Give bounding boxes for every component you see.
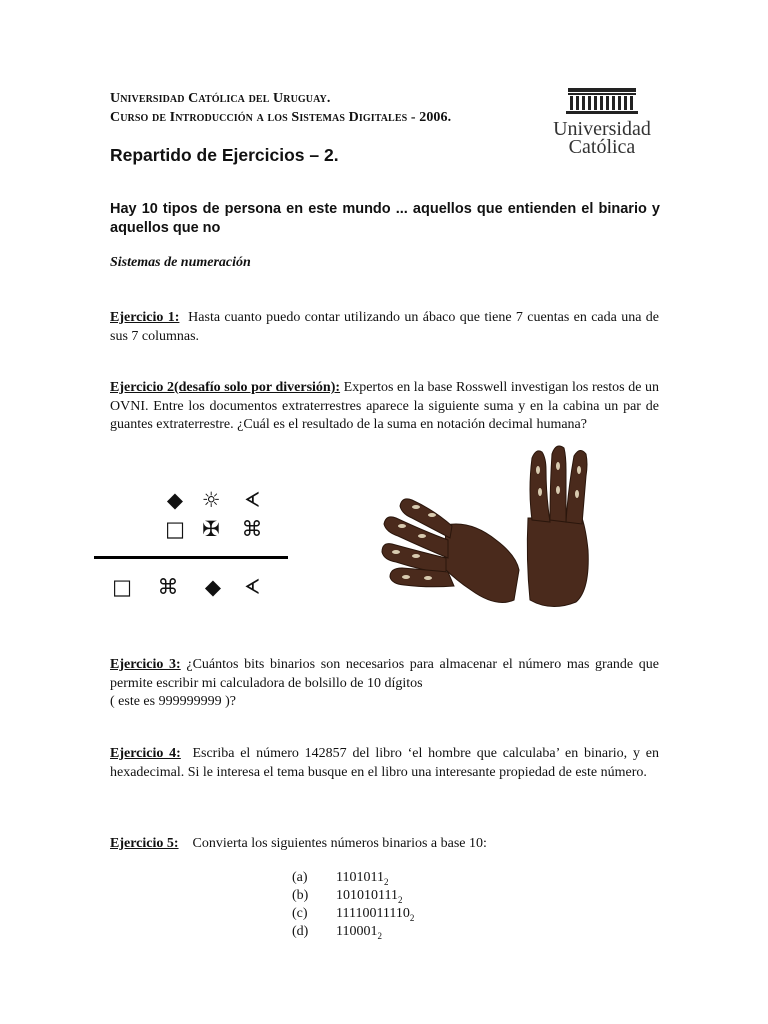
- exercise-2-text: Expertos en la base Rosswell investigan los restos de un OVNI. Entre los documentos extraterrestres aparece la siguiente suma y en la cabina un par de guantes extraterrestre. ¿Cuál es el resultado de la suma en notación decimal humana?: [110, 380, 659, 432]
- university-name: Universidad Católica del Uruguay.: [110, 91, 331, 106]
- exercise-1-text: Hasta cuanto puedo contar utilizando un ábaco que tiene 7 cuentas en cada una de sus 7 columnas.: [110, 310, 660, 344]
- alien-gloves-image: [376, 440, 616, 630]
- building-icon: [546, 86, 658, 116]
- alien-symbol: ✠: [202, 517, 220, 541]
- binary-number: 110001: [336, 924, 378, 939]
- list-item-label: (b): [292, 888, 309, 903]
- list-item-label: (d): [292, 924, 309, 939]
- page-title: Repartido de Ejercicios – 2.: [110, 145, 339, 165]
- list-item-label: (a): [292, 870, 308, 885]
- exercise-4-label: Ejercicio 4:: [110, 746, 181, 761]
- exercise-5-text: Convierta los siguientes números binarios a base 10:: [192, 836, 487, 851]
- section-title: Sistemas de numeración: [110, 255, 251, 270]
- list-item: [292, 923, 382, 945]
- binary-number: 101010111: [336, 888, 398, 903]
- alien-symbol: □: [112, 575, 132, 599]
- exercise-3: [110, 656, 659, 712]
- exercise-3-label: Ejercicio 3:: [110, 657, 181, 672]
- base-subscript: 2: [377, 930, 382, 941]
- exercise-5-label: Ejercicio 5:: [110, 836, 179, 851]
- intro-quote: Hay 10 tipos de persona en este mundo ... aquellos que entienden el binario y aquellos que no: [110, 201, 660, 236]
- course-name: Curso de Introducción a los Sistemas Digitales - 2006.: [110, 110, 452, 125]
- alien-symbol: □: [165, 517, 185, 541]
- binary-number: 11110011110: [336, 906, 410, 921]
- binary-number: 1101011: [336, 870, 384, 885]
- logo-text-line2: Católica: [568, 136, 636, 158]
- alien-symbol: ⌘: [157, 575, 179, 599]
- exercise-4: [110, 745, 659, 782]
- base-subscript: 2: [409, 912, 415, 923]
- alien-symbol: ◆: [166, 488, 184, 512]
- exercise-2: [110, 379, 659, 435]
- sum-rule: [94, 556, 288, 559]
- base-subscript: 2: [397, 894, 403, 905]
- base-subscript: 2: [383, 876, 389, 887]
- university-logo: [546, 86, 658, 158]
- exercise-1-label: Ejercicio 1:: [110, 310, 180, 325]
- exercise-2-label: Ejercicio 2(desafío solo por diversión):: [110, 380, 341, 395]
- exercise-3-text-2: ( este es 999999999 )?: [110, 694, 236, 709]
- alien-symbol: ᗉ: [244, 575, 260, 599]
- logo-text-line1: Universidad: [553, 118, 651, 140]
- alien-symbol: ☼: [201, 488, 221, 512]
- exercise-5: [110, 835, 659, 854]
- exercise-3-text: ¿Cuántos bits binarios son necesarios para almacenar el número mas grande que permite escribir mi calculadora de bolsillo de 10 dígitos: [110, 657, 660, 691]
- exercise-4-text: Escriba el número 142857 del libro ‘el hombre que calculaba’ en binario, y en hexadecimal. Si le interesa el tema busque en el libro una interesante propiedad de este número.: [110, 746, 659, 780]
- list-item-label: (c): [292, 906, 308, 921]
- alien-symbol: ᗉ: [244, 488, 260, 512]
- alien-symbol: ◆: [204, 575, 222, 599]
- alien-symbol: ⌘: [241, 517, 263, 541]
- exercise-1: [110, 309, 659, 346]
